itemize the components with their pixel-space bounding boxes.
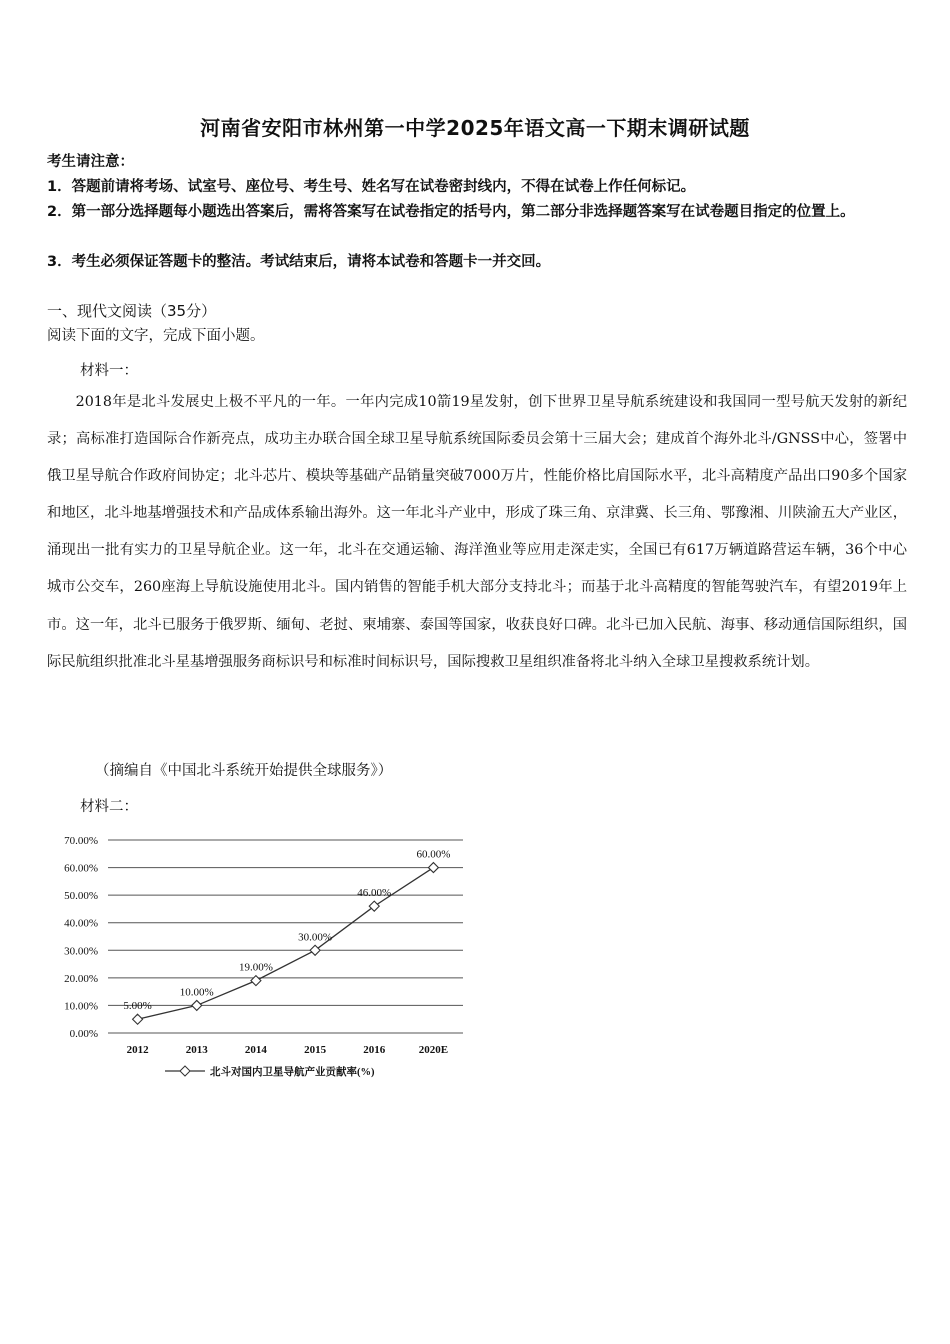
data-label: 30.00% [298, 931, 333, 944]
data-label: 19.00% [238, 961, 273, 974]
x-tick-label: 2016 [363, 1044, 386, 1056]
x-tick-label: 2020E [418, 1044, 449, 1056]
x-tick-label: 2013 [185, 1044, 208, 1056]
data-point [192, 1000, 202, 1010]
data-label: 10.00% [179, 986, 214, 999]
data-label: 60.00% [416, 848, 451, 861]
legend-marker [180, 1066, 190, 1076]
y-tick-label: 10.00% [64, 1000, 98, 1013]
x-tick-label: 2014 [244, 1044, 267, 1056]
data-point [133, 1014, 143, 1024]
y-tick-label: 0.00% [69, 1028, 98, 1040]
page-title: 河南省安阳市林州第一中学2025年语文高一下期末调研试题 [200, 116, 750, 140]
notice-item-3: 3．考生必须保证答题卡的整洁。考试结束后，请将本试卷和答题卡一并交回。 [47, 254, 551, 270]
material1-source: （摘编自《中国北斗系统开始提供全球服务》） [95, 763, 393, 779]
data-point [251, 976, 261, 986]
y-tick-label: 50.00% [64, 890, 98, 903]
y-tick-label: 20.00% [64, 972, 98, 985]
data-point [428, 863, 438, 873]
section-heading: 一、现代文阅读（35分） [47, 302, 217, 320]
x-tick-label: 2012 [126, 1044, 149, 1056]
material2-label: 材料二： [80, 799, 138, 815]
material1-text: 2018年是北斗发展史上极不平凡的一年。一年内完成10箭19星发射，创下世界卫星导航系统建设和我国同一型号航天发射的新纪录；高标准打造国际合作新亮点，成功主办联合国全球卫星导航系统国际委员会第十三届大会；建成首个海外北斗/GNSS中心，签署中俄卫星导航合作政府间协定；北斗芯片、模块等基础产品销量突破7000万片，性能价格比肩国际水平，北斗高精度产品出口90多个国家和地区，北斗地基增强技术和产品成体系输出海外。这一年北斗产业中，形成了珠三角、京津冀、长三角、鄂豫湘、川陕渝五大产业区，涌现出一批有实力的卫星导航企业。这一年，北斗在交通运输、海洋渔业等应用走深走实，全国已有617万辆道路营运车辆，36个中心城市公交车，260座海上导航设施使用北斗。国内销售的智能手机大部分支持北斗；而基于北斗高精度的智能驾驶汽车，有望2019年上市。这一年，北斗已服务于俄罗斯、缅甸、老挝、柬埔寨、泰国等国家，收获良好口碑。北斗已加入民航、海事、移动通信国际组织，国际民航组织批准北斗星基增强服务商标识号和标准时间标识号，国际搜救卫星组织准备将北斗纳入全球卫星搜救系统计划。 [47, 394, 907, 670]
contribution-line-chart [40, 825, 480, 1090]
section-instruction: 阅读下面的文字，完成下面小题。 [47, 328, 265, 344]
y-tick-label: 60.00% [64, 862, 98, 875]
notice-item-2: 2．第一部分选择题每小题选出答案后，需将答案写在试卷指定的括号内，第二部分非选择题答案写在试卷题目指定的位置上。 [47, 204, 855, 220]
data-label: 5.00% [123, 1000, 152, 1013]
y-tick-label: 40.00% [64, 917, 98, 930]
data-point [369, 901, 379, 911]
data-point [310, 945, 320, 955]
notice-item-1: 1．答题前请将考场、试室号、座位号、考生号、姓名写在试卷密封线内，不得在试卷上作任何标记。 [47, 179, 696, 195]
material1-label: 材料一： [80, 363, 138, 379]
data-label: 46.00% [357, 887, 392, 900]
y-tick-label: 70.00% [64, 835, 98, 847]
y-tick-label: 30.00% [64, 945, 98, 958]
notice-heading: 考生请注意： [47, 154, 134, 170]
x-tick-label: 2015 [304, 1044, 327, 1056]
legend-label: 北斗对国内卫星导航产业贡献率(%) [210, 1067, 375, 1078]
